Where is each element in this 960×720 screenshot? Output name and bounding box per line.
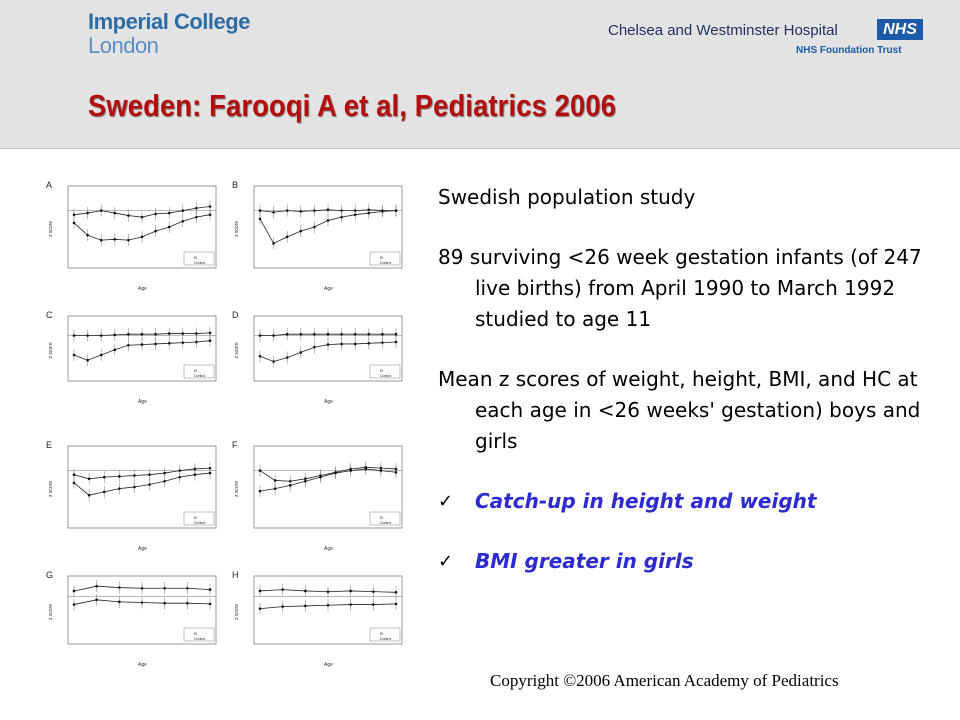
series-point xyxy=(259,607,262,610)
series-point xyxy=(163,480,166,483)
series-point xyxy=(163,587,166,590)
series-point xyxy=(372,590,375,593)
series-point xyxy=(88,494,91,497)
legend-label: Control xyxy=(194,374,206,378)
series-point xyxy=(88,478,91,481)
series-point xyxy=(259,218,262,221)
series-point xyxy=(163,602,166,605)
series-point xyxy=(300,333,303,336)
series-point xyxy=(372,603,375,606)
series-point xyxy=(354,333,357,336)
series-point xyxy=(73,473,76,476)
control-series-line xyxy=(74,473,210,495)
series-point xyxy=(395,471,398,474)
panel-x-label: Age xyxy=(138,286,147,292)
panel-y-label: z score xyxy=(48,342,54,359)
checkmark-icon: ✓ xyxy=(438,491,454,512)
series-point xyxy=(195,341,198,344)
series-point xyxy=(195,207,198,210)
series-point xyxy=(304,590,307,593)
panel-letter: B xyxy=(232,180,239,190)
series-point xyxy=(178,476,181,479)
series-point xyxy=(86,334,89,337)
nhs-logo-badge: NHS xyxy=(877,19,923,40)
series-point xyxy=(186,602,189,605)
series-point xyxy=(313,333,316,336)
series-point xyxy=(274,479,277,482)
series-point xyxy=(272,242,275,245)
series-point xyxy=(100,334,103,337)
series-point xyxy=(364,468,367,471)
slide-title: Sweden: Farooqi A et al, Pediatrics 2006 xyxy=(88,88,617,123)
measures-description: Mean z scores of weight, height, BMI, and HC at each age in <26 weeks' gestation) boys and girls xyxy=(438,367,921,453)
legend-label: EI xyxy=(380,632,384,636)
series-point xyxy=(381,210,384,213)
series-point xyxy=(289,484,292,487)
series-point xyxy=(127,239,130,242)
bullet-bmi xyxy=(438,546,938,577)
series-point xyxy=(195,216,198,219)
series-point xyxy=(73,354,76,357)
panel-letter: C xyxy=(46,310,53,320)
panel-x-label: Age xyxy=(324,662,333,668)
series-point xyxy=(154,230,157,233)
legend-label: Control xyxy=(380,637,392,641)
series-point xyxy=(354,343,357,346)
series-point xyxy=(168,212,171,215)
foundation-trust-label: NHS Foundation Trust xyxy=(796,45,902,56)
series-point xyxy=(148,483,151,486)
series-point xyxy=(141,236,144,239)
study-type: Swedish population study xyxy=(438,185,696,209)
series-point xyxy=(381,341,384,344)
panel-letter: H xyxy=(232,570,239,580)
series-point xyxy=(182,209,185,212)
series-point xyxy=(154,343,157,346)
panel-x-label: Age xyxy=(324,399,333,405)
series-point xyxy=(209,205,212,208)
legend-label: Control xyxy=(194,521,206,525)
series-point xyxy=(349,469,352,472)
series-point xyxy=(349,603,352,606)
imperial-logo-line2: London xyxy=(88,33,159,58)
series-point xyxy=(395,591,398,594)
panel-x-label: Age xyxy=(138,399,147,405)
series-point xyxy=(313,226,316,229)
series-point xyxy=(168,332,171,335)
series-point xyxy=(118,586,121,589)
series-point xyxy=(368,212,371,215)
legend-label: EI xyxy=(194,256,198,260)
series-point xyxy=(133,474,136,477)
series-point xyxy=(141,333,144,336)
series-point xyxy=(114,238,117,241)
series-point xyxy=(300,210,303,213)
panel-y-label: z score xyxy=(234,480,240,497)
imperial-logo-line1: Imperial College xyxy=(88,9,250,34)
series-point xyxy=(354,213,357,216)
panel-y-label: z score xyxy=(48,220,54,237)
growth-chart-figures xyxy=(30,168,420,688)
series-point xyxy=(259,490,262,493)
legend-label: Control xyxy=(194,261,206,265)
bullet-catch-up-text: Catch-up in height and weight xyxy=(475,489,817,513)
series-point xyxy=(272,211,275,214)
series-point xyxy=(73,603,76,606)
series-point xyxy=(182,341,185,344)
series-point xyxy=(127,333,130,336)
panel-x-label: Age xyxy=(138,662,147,668)
legend-label: EI xyxy=(380,516,384,520)
panel-x-label: Age xyxy=(138,546,147,552)
panel-letter: A xyxy=(46,180,53,190)
series-point xyxy=(118,601,121,604)
panel-letter: D xyxy=(232,310,239,320)
series-point xyxy=(259,590,262,593)
series-point xyxy=(127,214,130,217)
series-point xyxy=(334,472,337,475)
series-point xyxy=(141,601,144,604)
series-point xyxy=(259,334,262,337)
series-point xyxy=(281,588,284,591)
imperial-college-logo xyxy=(88,10,250,58)
series-point xyxy=(100,354,103,357)
series-point xyxy=(209,588,212,591)
series-point xyxy=(86,212,89,215)
series-point xyxy=(286,236,289,239)
series-point xyxy=(286,209,289,212)
copyright-notice: Copyright ©2006 American Academy of Pediatrics xyxy=(490,671,839,690)
series-point xyxy=(274,487,277,490)
bullet-catch-up xyxy=(438,486,938,517)
checkmark-icon: ✓ xyxy=(438,551,454,572)
panel-y-label: z score xyxy=(234,603,240,620)
series-point xyxy=(209,603,212,606)
legend-label: Control xyxy=(380,261,392,265)
ei-series-line xyxy=(74,468,210,479)
series-point xyxy=(100,209,103,212)
series-point xyxy=(340,343,343,346)
series-point xyxy=(327,208,330,211)
series-point xyxy=(141,216,144,219)
series-point xyxy=(148,473,151,476)
series-point xyxy=(259,209,262,212)
series-point xyxy=(141,343,144,346)
series-point xyxy=(327,604,330,607)
panel-letter: F xyxy=(232,440,238,450)
series-point xyxy=(395,341,398,344)
legend-label: EI xyxy=(194,369,198,373)
bullet-bmi-text: BMI greater in girls xyxy=(475,549,694,573)
legend-label: EI xyxy=(380,256,384,260)
panel-y-label: z score xyxy=(48,480,54,497)
series-point xyxy=(340,216,343,219)
series-point xyxy=(182,332,185,335)
series-point xyxy=(304,605,307,608)
series-point xyxy=(272,360,275,363)
legend-label: EI xyxy=(194,516,198,520)
control-series-line xyxy=(260,469,396,491)
panel-letter: G xyxy=(46,570,54,580)
series-point xyxy=(114,349,117,352)
series-point xyxy=(368,342,371,345)
series-point xyxy=(118,487,121,490)
legend-label: Control xyxy=(380,374,392,378)
series-point xyxy=(395,333,398,336)
series-point xyxy=(319,476,322,479)
series-point xyxy=(313,346,316,349)
series-point xyxy=(133,486,136,489)
panel-x-label: Age xyxy=(324,286,333,292)
series-point xyxy=(95,585,98,588)
series-point xyxy=(127,344,130,347)
slide-body-text xyxy=(438,182,938,577)
series-point xyxy=(327,333,330,336)
series-point xyxy=(186,587,189,590)
growth-chart-panels xyxy=(30,168,420,688)
series-point xyxy=(182,220,185,223)
series-point xyxy=(286,356,289,359)
series-point xyxy=(259,469,262,472)
series-point xyxy=(209,213,212,216)
series-point xyxy=(154,213,157,216)
cohort-description: 89 surviving <26 week gestation infants (of 247 live births) from April 1990 to March 1992 studied to age 11 xyxy=(438,245,922,331)
series-point xyxy=(340,333,343,336)
series-point xyxy=(327,219,330,222)
panel-letter: E xyxy=(46,440,53,450)
series-point xyxy=(95,599,98,602)
series-point xyxy=(327,343,330,346)
series-point xyxy=(154,333,157,336)
series-point xyxy=(141,587,144,590)
panel-y-label: z score xyxy=(234,220,240,237)
series-point xyxy=(395,209,398,212)
series-point xyxy=(103,476,106,479)
series-point xyxy=(300,230,303,233)
series-point xyxy=(194,473,197,476)
series-point xyxy=(368,333,371,336)
series-point xyxy=(86,234,89,237)
series-point xyxy=(395,603,398,606)
series-point xyxy=(209,339,212,342)
series-point xyxy=(73,590,76,593)
series-point xyxy=(380,469,383,472)
series-point xyxy=(73,213,76,216)
series-point xyxy=(114,334,117,337)
series-point xyxy=(286,333,289,336)
series-point xyxy=(103,491,106,494)
series-point xyxy=(118,475,121,478)
legend-label: Control xyxy=(380,521,392,525)
series-point xyxy=(349,590,352,593)
series-point xyxy=(304,480,307,483)
series-point xyxy=(209,472,212,475)
series-point xyxy=(195,332,198,335)
hospital-name: Chelsea and Westminster Hospital xyxy=(608,22,838,39)
series-point xyxy=(73,222,76,225)
series-point xyxy=(163,472,166,475)
series-point xyxy=(381,333,384,336)
series-point xyxy=(327,590,330,593)
legend-label: EI xyxy=(194,632,198,636)
series-point xyxy=(300,351,303,354)
legend-label: Control xyxy=(194,637,206,641)
series-point xyxy=(272,334,275,337)
series-point xyxy=(259,355,262,358)
series-point xyxy=(209,332,212,335)
series-point xyxy=(281,605,284,608)
panel-x-label: Age xyxy=(324,546,333,552)
series-point xyxy=(73,334,76,337)
series-point xyxy=(313,209,316,212)
panel-y-label: z score xyxy=(234,342,240,359)
ei-series-line xyxy=(260,467,396,481)
series-point xyxy=(73,482,76,485)
panel-y-label: z score xyxy=(48,603,54,620)
series-point xyxy=(114,212,117,215)
slide-header xyxy=(0,0,960,149)
series-point xyxy=(168,226,171,229)
series-point xyxy=(100,239,103,242)
legend-label: EI xyxy=(380,369,384,373)
series-point xyxy=(168,342,171,345)
series-point xyxy=(86,359,89,362)
